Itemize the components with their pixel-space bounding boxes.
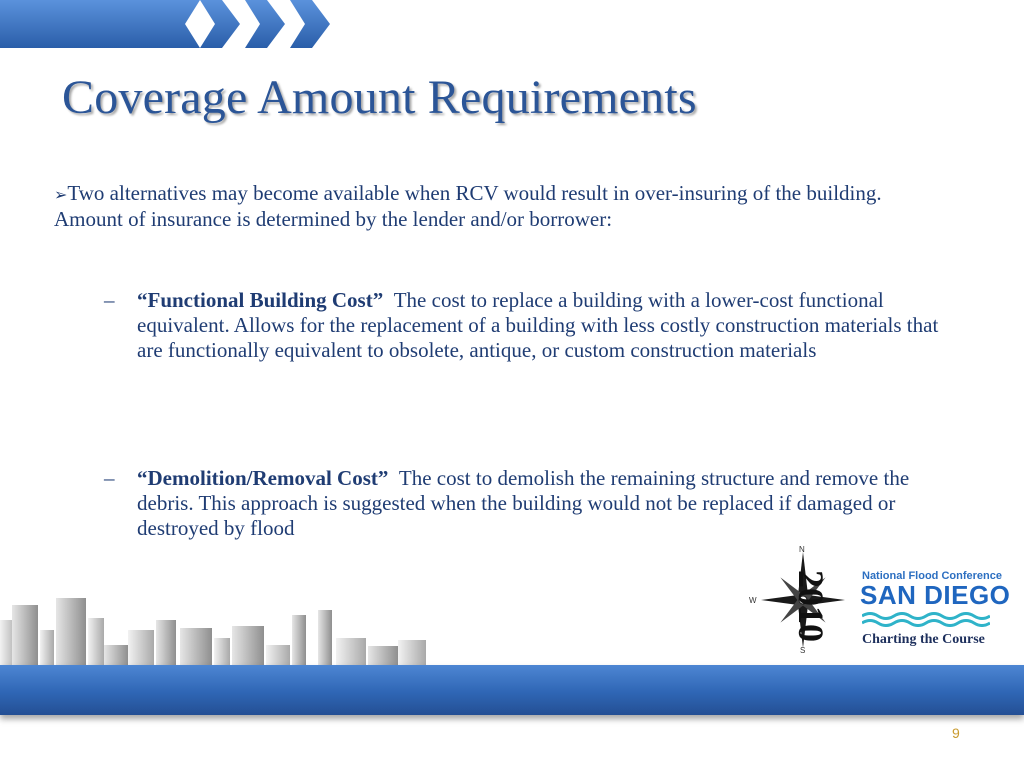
- logo-tagline: Charting the Course: [862, 632, 985, 647]
- logo-conference-name: National Flood Conference: [862, 570, 1002, 582]
- waves-icon: [862, 611, 990, 627]
- footer-water-band: [0, 665, 1024, 715]
- compass-south-label: S: [800, 646, 806, 655]
- alternative-name: “Functional Building Cost”: [137, 288, 384, 312]
- intro-text: Two alternatives may become available when RCV would result in over-insuring of the building. Amount of insurance is determined by the lender and/or borrower:: [54, 181, 882, 231]
- alternative-demolition-removal-cost: [104, 466, 954, 541]
- logo-city: SAN DIEGO: [860, 580, 1011, 610]
- arrow-bullet-icon: ➢: [54, 185, 68, 204]
- page-number: 9: [952, 725, 960, 741]
- dash-bullet-icon: –: [104, 288, 115, 312]
- slide-title: Coverage Amount Requirements: [62, 71, 697, 124]
- city-skyline-illustration: [0, 590, 440, 670]
- compass-north-label: N: [799, 545, 805, 554]
- alternative-description: The cost to replace a building with a lower-cost functional equivalent. Allows for the replacement of a building with less costly construction materials that are functionally equivalent to obsolete, antique, or custom construction materials: [137, 288, 939, 362]
- alternative-name: “Demolition/Removal Cost”: [137, 466, 389, 490]
- alternative-functional-building-cost: [104, 288, 954, 363]
- header-chevron-bar: [0, 0, 340, 48]
- logo-year: 2010: [791, 570, 831, 642]
- compass-west-label: W: [749, 596, 757, 605]
- dash-bullet-icon: –: [104, 466, 115, 490]
- intro-bullet: [54, 181, 954, 232]
- alternative-description: The cost to demolish the remaining structure and remove the debris. This approach is suggested when the building would not be replaced if damaged or destroyed by flood: [137, 466, 910, 540]
